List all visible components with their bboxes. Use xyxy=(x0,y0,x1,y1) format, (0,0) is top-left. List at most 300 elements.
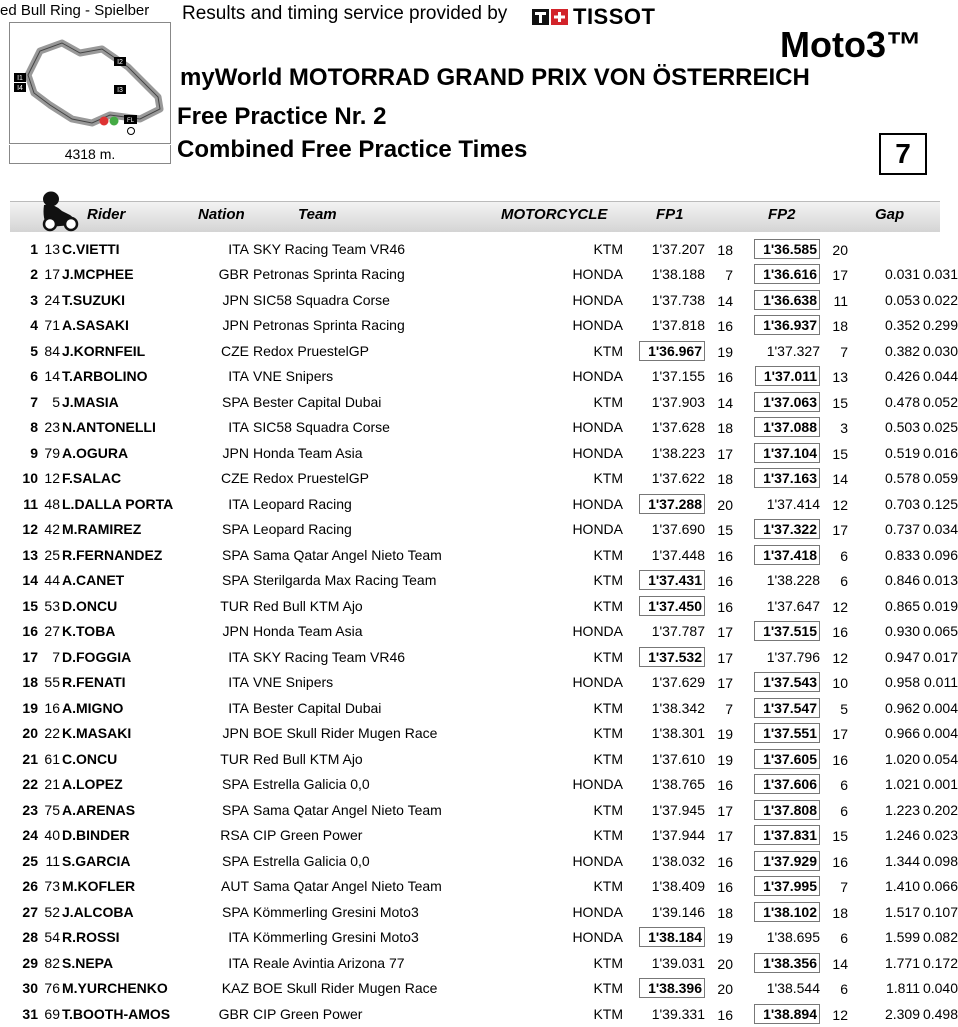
column-header-bar xyxy=(10,201,940,232)
rider-name-cell: D.FOGGIA xyxy=(62,648,132,665)
team-cell: Redox PruestelGP xyxy=(253,342,369,359)
fp2-time-cell xyxy=(738,364,820,390)
fp2-time-cell xyxy=(738,287,820,313)
gap-first-cell: 0.833 xyxy=(884,546,920,563)
position-cell: 24 xyxy=(22,827,38,844)
best-time-box: 1'37.929 xyxy=(754,851,820,871)
fp2-lap-cell: 15 xyxy=(832,828,848,845)
gap-first-cell: 1.246 xyxy=(884,827,920,844)
rider-name-cell: J.KORNFEIL xyxy=(62,342,146,359)
motorcycle-cell: KTM xyxy=(593,750,623,767)
gap-previous-cell: 0.107 xyxy=(922,903,958,920)
team-cell: Bester Capital Dubai xyxy=(253,699,382,716)
best-time-box: 1'37.011 xyxy=(755,366,820,386)
position-cell: 11 xyxy=(23,495,38,512)
gap-first-cell: 1.517 xyxy=(884,903,920,920)
fp2-lap-cell: 14 xyxy=(832,955,848,972)
fp2-lap-cell: 6 xyxy=(840,547,848,564)
motorcycle-cell: KTM xyxy=(593,393,623,410)
rider-number-cell: 24 xyxy=(44,291,60,308)
gap-previous-cell: 0.082 xyxy=(922,929,958,946)
fp2-lap-cell: 12 xyxy=(832,598,848,615)
gap-previous-cell: 0.004 xyxy=(922,725,958,742)
column-gap: Gap xyxy=(875,206,905,223)
fp1-time-cell: 1'37.448 xyxy=(651,546,705,563)
rider-name-cell: A.SASAKI xyxy=(62,317,129,334)
motorcycle-cell: KTM xyxy=(593,342,623,359)
table-row xyxy=(10,236,958,262)
rider-number-cell: 22 xyxy=(44,725,60,742)
motorcycle-cell: KTM xyxy=(593,1005,623,1022)
table-row xyxy=(10,976,958,1002)
rider-number-cell: 23 xyxy=(44,419,60,436)
table-row xyxy=(10,440,958,466)
fp2-lap-cell: 18 xyxy=(832,904,848,921)
fp1-time-cell: 1'37.903 xyxy=(651,393,705,410)
fp1-time-cell xyxy=(623,644,705,670)
table-row xyxy=(10,313,958,339)
fp1-time-cell xyxy=(623,976,705,1002)
table-row xyxy=(10,568,958,594)
rider-number-cell: 25 xyxy=(44,546,60,563)
gap-first-cell: 1.771 xyxy=(884,954,920,971)
nation-cell: JPN xyxy=(222,725,249,742)
table-row xyxy=(10,542,958,568)
nation-cell: SPA xyxy=(222,572,249,589)
gap-previous-cell: 0.498 xyxy=(922,1005,958,1022)
circuit-map-icon xyxy=(10,23,170,143)
position-cell: 2 xyxy=(30,266,38,283)
motorcycle-cell: KTM xyxy=(593,546,623,563)
fp2-time-cell: 1'37.796 xyxy=(766,648,820,665)
table-row xyxy=(10,491,958,517)
position-cell: 23 xyxy=(22,801,38,818)
fp2-lap-cell: 12 xyxy=(832,649,848,666)
rider-number-cell: 13 xyxy=(44,240,60,257)
table-row xyxy=(10,644,958,670)
nation-cell: KAZ xyxy=(221,980,249,997)
team-cell: Kömmerling Gresini Moto3 xyxy=(253,929,419,946)
table-row xyxy=(10,950,958,976)
fp2-time-cell xyxy=(738,415,820,441)
team-cell: VNE Snipers xyxy=(253,368,334,385)
sector-marker-label: I4 xyxy=(17,85,23,92)
gap-previous-cell: 0.016 xyxy=(922,444,958,461)
rider-name-cell: M.RAMIREZ xyxy=(62,521,142,538)
best-time-box: 1'37.515 xyxy=(754,621,820,641)
gap-first-cell: 1.021 xyxy=(884,776,920,793)
motorcycle-cell: KTM xyxy=(593,572,623,589)
team-cell: BOE Skull Rider Mugen Race xyxy=(253,980,438,997)
table-row xyxy=(10,287,958,313)
motorcycle-cell: HONDA xyxy=(572,291,623,308)
fp2-lap-cell: 16 xyxy=(832,751,848,768)
table-row xyxy=(10,899,958,925)
fp1-lap-cell: 7 xyxy=(725,700,733,717)
fp1-time-cell: 1'38.223 xyxy=(651,444,705,461)
nation-cell: JPN xyxy=(222,623,249,640)
fp1-lap-cell: 16 xyxy=(717,573,733,590)
fp1-lap-cell: 16 xyxy=(717,598,733,615)
gap-previous-cell: 0.030 xyxy=(922,342,958,359)
fp2-lap-cell: 16 xyxy=(832,624,848,641)
motorcycle-cell: KTM xyxy=(593,801,623,818)
rider-name-cell: F.SALAC xyxy=(62,470,122,487)
fp1-lap-cell: 18 xyxy=(717,471,733,488)
rider-number-cell: 75 xyxy=(44,801,60,818)
column-motorcycle: MOTORCYCLE xyxy=(501,206,608,223)
nation-cell: JPN xyxy=(222,444,249,461)
gap-first-cell: 0.703 xyxy=(884,495,920,512)
gap-previous-cell: 0.066 xyxy=(922,878,958,895)
motorcycle-cell: KTM xyxy=(593,597,623,614)
fp2-lap-cell: 6 xyxy=(840,777,848,794)
rider-number-cell: 7 xyxy=(52,648,60,665)
fp2-time-cell: 1'37.327 xyxy=(766,342,820,359)
motorcycle-cell: HONDA xyxy=(572,419,623,436)
tissot-wordmark: TISSOT xyxy=(573,4,656,29)
gap-previous-cell: 0.125 xyxy=(922,495,958,512)
rider-number-cell: 12 xyxy=(44,470,60,487)
best-time-box: 1'37.831 xyxy=(754,825,820,845)
table-row xyxy=(10,695,958,721)
fp1-time-cell: 1'38.342 xyxy=(651,699,705,716)
rider-name-cell: A.OGURA xyxy=(62,444,129,461)
fp2-time-cell xyxy=(738,695,820,721)
gap-previous-cell: 0.202 xyxy=(922,801,958,818)
fp1-lap-cell: 17 xyxy=(717,828,733,845)
rider-name-cell: A.LOPEZ xyxy=(62,776,123,793)
fp1-lap-cell: 17 xyxy=(717,675,733,692)
best-time-box: 1'37.088 xyxy=(754,417,820,437)
best-time-box: 1'36.638 xyxy=(754,290,820,310)
fp1-time-cell: 1'38.765 xyxy=(651,776,705,793)
team-cell: Bester Capital Dubai xyxy=(253,393,382,410)
table-row xyxy=(10,517,958,543)
fp1-time-cell: 1'37.207 xyxy=(651,240,705,257)
fp1-time-cell: 1'37.787 xyxy=(651,623,705,640)
nation-cell: ITA xyxy=(228,674,249,691)
rider-name-cell: S.NEPA xyxy=(62,954,114,971)
fp1-time-cell: 1'39.331 xyxy=(651,1005,705,1022)
fp2-lap-cell: 7 xyxy=(840,879,848,896)
team-cell: Reale Avintia Arizona 77 xyxy=(253,954,405,971)
table-row xyxy=(10,746,958,772)
gap-previous-cell: 0.040 xyxy=(922,980,958,997)
best-time-box: 1'38.102 xyxy=(754,902,820,922)
circuit-name: ed Bull Ring - Spielber xyxy=(0,2,150,19)
gap-previous-cell: 0.023 xyxy=(922,827,958,844)
nation-cell: SPA xyxy=(222,393,249,410)
column-rider: Rider xyxy=(87,206,126,223)
gap-first-cell: 0.519 xyxy=(884,444,920,461)
position-cell: 10 xyxy=(22,470,38,487)
rider-name-cell: R.FENATI xyxy=(62,674,126,691)
fp1-lap-cell: 17 xyxy=(717,649,733,666)
rider-name-cell: K.MASAKI xyxy=(62,725,132,742)
gap-first-cell: 0.503 xyxy=(884,419,920,436)
motorcycle-cell: HONDA xyxy=(572,674,623,691)
gap-first-cell: 1.599 xyxy=(884,929,920,946)
fp2-time-cell xyxy=(738,1001,820,1027)
gap-previous-cell: 0.019 xyxy=(922,597,958,614)
gap-first-cell: 0.958 xyxy=(884,674,920,691)
best-time-box: 1'37.418 xyxy=(754,545,820,565)
circuit-length: 4318 m. xyxy=(9,145,171,164)
table-row xyxy=(10,364,958,390)
fp2-lap-cell: 3 xyxy=(840,420,848,437)
gap-previous-cell: 0.044 xyxy=(922,368,958,385)
fp1-time-cell: 1'37.155 xyxy=(651,368,705,385)
nation-cell: ITA xyxy=(228,648,249,665)
motorcycle-cell: KTM xyxy=(593,725,623,742)
motorcycle-cell: HONDA xyxy=(572,266,623,283)
fp2-lap-cell: 15 xyxy=(832,394,848,411)
fp2-lap-cell: 6 xyxy=(840,981,848,998)
position-cell: 18 xyxy=(22,674,38,691)
fp2-lap-cell: 17 xyxy=(832,267,848,284)
position-cell: 5 xyxy=(30,342,38,359)
sector-marker-label: I2 xyxy=(117,59,123,66)
team-cell: Red Bull KTM Ajo xyxy=(253,750,363,767)
fp2-lap-cell: 15 xyxy=(832,445,848,462)
gap-previous-cell: 0.025 xyxy=(922,419,958,436)
rider-number-cell: 54 xyxy=(44,929,60,946)
fp2-lap-cell: 13 xyxy=(832,369,848,386)
motorcycle-rider-icon xyxy=(40,189,80,236)
position-cell: 8 xyxy=(30,419,38,436)
rider-number-cell: 84 xyxy=(44,342,60,359)
gap-previous-cell: 0.013 xyxy=(922,572,958,589)
fp2-lap-cell: 20 xyxy=(832,241,848,258)
nation-cell: SPA xyxy=(222,521,249,538)
rider-name-cell: C.VIETTI xyxy=(62,240,120,257)
nation-cell: ITA xyxy=(228,419,249,436)
fp1-time-cell: 1'37.610 xyxy=(651,750,705,767)
best-time-box: 1'38.184 xyxy=(639,927,705,947)
team-cell: BOE Skull Rider Mugen Race xyxy=(253,725,438,742)
rider-number-cell: 53 xyxy=(44,597,60,614)
nation-cell: GBR xyxy=(218,1005,249,1022)
motorcycle-cell: HONDA xyxy=(572,317,623,334)
rider-number-cell: 69 xyxy=(44,1005,60,1022)
fp2-time-cell xyxy=(738,848,820,874)
best-time-box: 1'38.894 xyxy=(754,1004,820,1024)
best-time-box: 1'37.543 xyxy=(754,672,820,692)
table-row xyxy=(10,874,958,900)
motorcycle-cell: KTM xyxy=(593,699,623,716)
fp1-time-cell xyxy=(623,338,705,364)
nation-cell: ITA xyxy=(228,240,249,257)
nation-cell: ITA xyxy=(228,368,249,385)
provider-text: Results and timing service provided by xyxy=(182,3,508,24)
fp1-time-cell: 1'38.301 xyxy=(651,725,705,742)
results-table xyxy=(10,236,958,1027)
position-cell: 28 xyxy=(22,929,38,946)
fp2-time-cell xyxy=(738,517,820,543)
fp2-lap-cell: 18 xyxy=(832,318,848,335)
fp1-lap-cell: 19 xyxy=(717,343,733,360)
fp2-time-cell xyxy=(738,440,820,466)
gap-first-cell: 0.382 xyxy=(884,342,920,359)
nation-cell: CZE xyxy=(221,470,249,487)
rider-name-cell: T.BOOTH-AMOS xyxy=(62,1005,171,1022)
fp2-lap-cell: 17 xyxy=(832,726,848,743)
tissot-logo xyxy=(532,4,655,33)
fp1-time-cell: 1'37.945 xyxy=(651,801,705,818)
best-time-box: 1'37.606 xyxy=(754,774,820,794)
fp1-lap-cell: 16 xyxy=(717,879,733,896)
tissot-cross-icon xyxy=(532,7,570,33)
fp2-time-cell xyxy=(738,670,820,696)
gap-first-cell: 0.031 xyxy=(884,266,920,283)
fp2-time-cell xyxy=(738,262,820,288)
rider-name-cell: D.BINDER xyxy=(62,827,130,844)
fp1-lap-cell: 18 xyxy=(717,904,733,921)
team-cell: CIP Green Power xyxy=(253,1005,363,1022)
fp2-time-cell xyxy=(738,313,820,339)
team-cell: Sama Qatar Angel Nieto Team xyxy=(253,801,442,818)
rider-name-cell: R.FERNANDEZ xyxy=(62,546,163,563)
position-cell: 6 xyxy=(30,368,38,385)
team-cell: VNE Snipers xyxy=(253,674,334,691)
session-title: Free Practice Nr. 2 xyxy=(177,103,387,130)
motorcycle-cell: HONDA xyxy=(572,903,623,920)
motorcycle-cell: KTM xyxy=(593,648,623,665)
gap-previous-cell: 0.059 xyxy=(922,470,958,487)
fp2-lap-cell: 14 xyxy=(832,471,848,488)
nation-cell: SPA xyxy=(222,852,249,869)
fp1-lap-cell: 16 xyxy=(717,853,733,870)
team-cell: Petronas Sprinta Racing xyxy=(253,266,405,283)
gap-first-cell: 1.344 xyxy=(884,852,920,869)
gap-first-cell: 0.966 xyxy=(884,725,920,742)
motorcycle-cell: KTM xyxy=(593,827,623,844)
column-team: Team xyxy=(298,206,337,223)
motorcycle-cell: HONDA xyxy=(572,495,623,512)
table-row xyxy=(10,262,958,288)
position-cell: 25 xyxy=(22,852,38,869)
position-cell: 1 xyxy=(30,240,38,257)
fp1-lap-cell: 16 xyxy=(717,547,733,564)
position-cell: 7 xyxy=(30,393,38,410)
nation-cell: JPN xyxy=(222,291,249,308)
rider-number-cell: 71 xyxy=(44,317,60,334)
rider-name-cell: J.MCPHEE xyxy=(62,266,134,283)
rider-number-cell: 79 xyxy=(44,444,60,461)
rider-number-cell: 14 xyxy=(44,368,60,385)
gap-previous-cell: 0.065 xyxy=(922,623,958,640)
rider-number-cell: 17 xyxy=(44,266,60,283)
position-cell: 12 xyxy=(22,521,38,538)
fp1-time-cell: 1'37.690 xyxy=(651,521,705,538)
rider-number-cell: 11 xyxy=(45,852,60,869)
fp2-lap-cell: 6 xyxy=(840,802,848,819)
rider-number-cell: 44 xyxy=(44,572,60,589)
fp1-lap-cell: 16 xyxy=(717,777,733,794)
fp2-time-cell xyxy=(738,950,820,976)
rider-name-cell: N.ANTONELLI xyxy=(62,419,156,436)
best-time-box: 1'37.063 xyxy=(754,392,820,412)
position-cell: 22 xyxy=(22,776,38,793)
fp2-time-cell xyxy=(738,746,820,772)
team-cell: Redox PruestelGP xyxy=(253,470,369,487)
column-fp1: FP1 xyxy=(656,206,684,223)
team-cell: Kömmerling Gresini Moto3 xyxy=(253,903,419,920)
best-time-box: 1'37.104 xyxy=(754,443,820,463)
position-cell: 19 xyxy=(22,699,38,716)
rider-name-cell: M.KOFLER xyxy=(62,878,136,895)
table-row xyxy=(10,466,958,492)
rider-number-cell: 16 xyxy=(44,699,60,716)
table-row xyxy=(10,415,958,441)
table-row xyxy=(10,772,958,798)
rider-number-cell: 82 xyxy=(44,954,60,971)
circuit-map xyxy=(9,22,171,144)
gap-previous-cell: 0.299 xyxy=(922,317,958,334)
gap-first-cell: 1.811 xyxy=(886,980,920,997)
fp1-lap-cell: 14 xyxy=(717,394,733,411)
fp2-time-cell xyxy=(738,874,820,900)
rider-number-cell: 73 xyxy=(44,878,60,895)
table-row xyxy=(10,797,958,823)
motorcycle-cell: KTM xyxy=(593,878,623,895)
fp2-time-cell: 1'37.414 xyxy=(766,495,820,512)
team-cell: Honda Team Asia xyxy=(253,444,363,461)
position-cell: 16 xyxy=(22,623,38,640)
position-cell: 15 xyxy=(22,597,38,614)
rider-number-cell: 48 xyxy=(44,495,60,512)
gap-first-cell: 0.846 xyxy=(884,572,920,589)
results-body xyxy=(10,236,958,1027)
column-nation: Nation xyxy=(198,206,245,223)
fp2-lap-cell: 12 xyxy=(832,496,848,513)
team-cell: Estrella Galicia 0,0 xyxy=(253,776,370,793)
table-row xyxy=(10,670,958,696)
gap-first-cell: 0.930 xyxy=(884,623,920,640)
gap-previous-cell: 0.004 xyxy=(922,699,958,716)
finish-dot xyxy=(110,117,119,126)
position-cell: 27 xyxy=(22,903,38,920)
gap-first-cell: 0.053 xyxy=(884,291,920,308)
gap-previous-cell: 0.001 xyxy=(922,776,958,793)
start-dot xyxy=(100,117,109,126)
team-cell: Estrella Galicia 0,0 xyxy=(253,852,370,869)
rider-number-cell: 61 xyxy=(44,750,60,767)
rider-name-cell: J.ALCOBA xyxy=(62,903,134,920)
fp2-time-cell xyxy=(738,389,820,415)
table-row xyxy=(10,925,958,951)
nation-cell: SPA xyxy=(222,546,249,563)
position-cell: 13 xyxy=(22,546,38,563)
fp2-time-cell xyxy=(738,823,820,849)
motorcycle-cell: KTM xyxy=(593,470,623,487)
position-cell: 4 xyxy=(30,317,38,334)
table-row xyxy=(10,848,958,874)
fp2-time-cell xyxy=(738,772,820,798)
team-cell: Honda Team Asia xyxy=(253,623,363,640)
nation-cell: AUT xyxy=(221,878,249,895)
fp1-lap-cell: 17 xyxy=(717,445,733,462)
fp2-time-cell xyxy=(738,721,820,747)
motorcycle-cell: HONDA xyxy=(572,623,623,640)
gap-first-cell: 0.947 xyxy=(884,648,920,665)
team-cell: Sterilgarda Max Racing Team xyxy=(253,572,437,589)
class-name: Moto3™ xyxy=(780,24,922,65)
motorcycle-cell: HONDA xyxy=(572,368,623,385)
best-time-box: 1'36.937 xyxy=(754,315,820,335)
nation-cell: TUR xyxy=(220,597,249,614)
